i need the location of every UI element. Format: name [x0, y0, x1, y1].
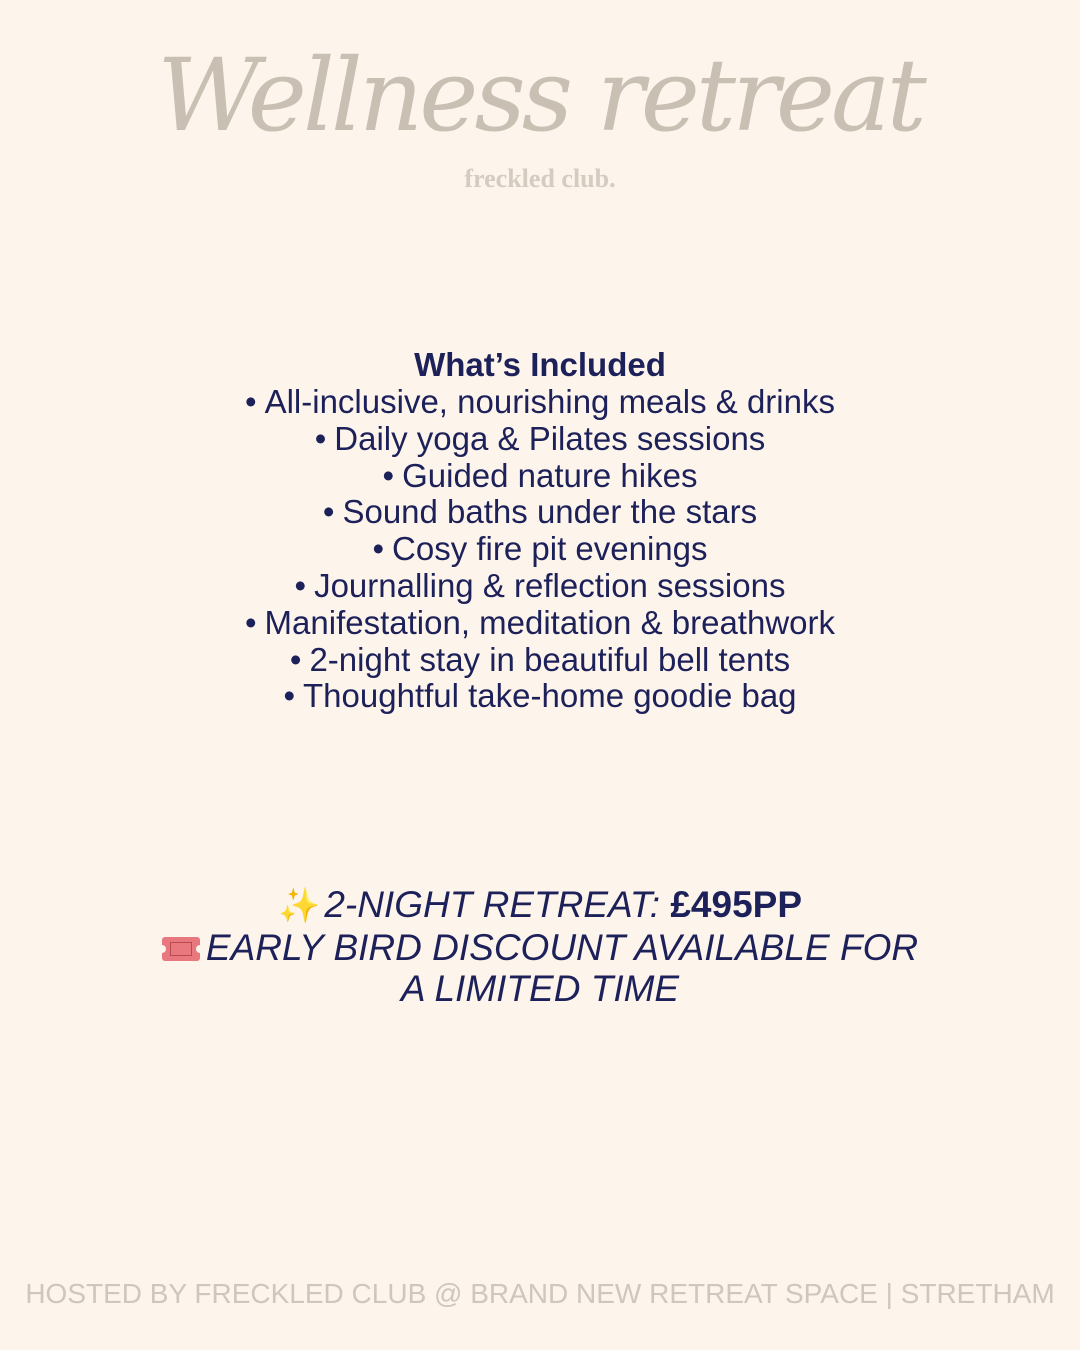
list-item — [0, 384, 1080, 421]
sparkles-icon: ✨ — [277, 887, 321, 925]
bullet: • — [289, 640, 302, 678]
list-item-text: Daily yoga & Pilates sessions — [334, 419, 766, 457]
bullet: • — [244, 603, 257, 641]
bullet: • — [382, 456, 395, 494]
page-title: Wellness retreat — [157, 37, 923, 154]
list-item-text: Sound baths under the stars — [342, 493, 758, 531]
list-item-text: 2-night stay in beautiful bell tents — [309, 640, 791, 678]
list-item — [0, 678, 1080, 715]
included-section — [0, 346, 1080, 715]
early-bird-line — [0, 927, 1080, 968]
list-item — [0, 605, 1080, 642]
bullet: • — [322, 493, 335, 531]
list-item-text: All-inclusive, nourishing meals & drinks — [264, 383, 835, 420]
bullet: • — [314, 419, 327, 457]
early-bird-text-1: EARLY BIRD DISCOUNT AVAILABLE FOR — [205, 927, 919, 968]
bullet: • — [372, 530, 385, 568]
list-item — [0, 642, 1080, 679]
bullet: • — [245, 383, 257, 420]
list-item-text: Manifestation, meditation & breathwork — [264, 603, 836, 641]
early-bird-text-2: A LIMITED TIME — [400, 968, 680, 1009]
price-amount: £495PP — [670, 884, 803, 925]
brand-subtitle: freckled club. — [464, 164, 616, 193]
admission-ticket-icon — [162, 937, 200, 961]
list-item-text: Journalling & reflection sessions — [314, 566, 786, 604]
pricing-section — [0, 884, 1080, 1009]
bullet: • — [283, 677, 296, 715]
list-item-text: Thoughtful take-home goodie bag — [303, 677, 797, 715]
list-item — [0, 568, 1080, 605]
list-item — [0, 421, 1080, 458]
included-heading: What’s Included — [414, 346, 666, 383]
footer-text: HOSTED BY FRECKLED CLUB @ BRAND NEW RETREAT SPACE | STRETHAM — [25, 1278, 1055, 1309]
list-item-text: Guided nature hikes — [402, 456, 698, 494]
price-label: 2-NIGHT RETREAT: — [324, 884, 661, 925]
bullet: • — [294, 566, 307, 604]
included-list — [0, 384, 1080, 715]
list-item — [0, 531, 1080, 568]
price-line — [0, 884, 1080, 927]
list-item — [0, 458, 1080, 495]
list-item-text: Cosy fire pit evenings — [392, 530, 708, 568]
list-item — [0, 494, 1080, 531]
